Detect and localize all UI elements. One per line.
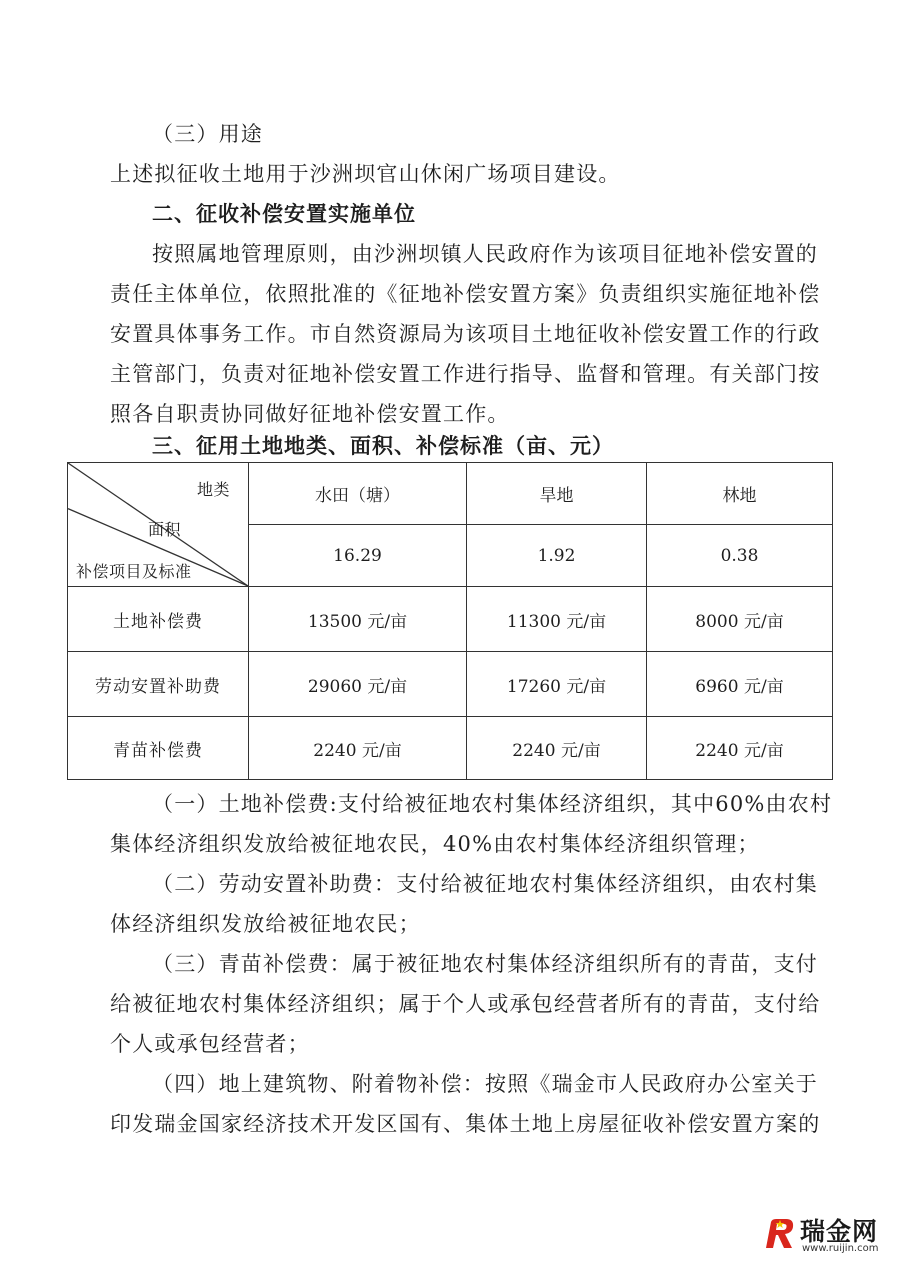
logo-url: www.ruijin.com <box>802 1243 879 1254</box>
paragraph-line: 集体经济组织发放给被征地农民，40%由农村集体经济组织管理； <box>110 832 760 856</box>
area-dryland: 1.92 <box>467 525 647 587</box>
paragraph-line: 体经济组织发放给被征地农民； <box>110 912 421 936</box>
diag-label-land-type: 地类 <box>196 480 230 499</box>
paragraph-line: 按照属地管理原则，由沙洲坝镇人民政府作为该项目征地补偿安置的 <box>152 242 818 266</box>
row-label: 土地补偿费 <box>68 587 249 652</box>
table-cell: 6960 元/亩 <box>647 652 833 717</box>
area-paddy: 16.29 <box>249 525 467 587</box>
table-cell: 2240 元/亩 <box>647 717 833 780</box>
compensation-table <box>67 462 833 780</box>
paragraph-line: 个人或承包经营者； <box>110 1032 310 1056</box>
diag-label-area: 面积 <box>148 520 182 539</box>
area-forest: 0.38 <box>647 525 833 587</box>
paragraph-use: 上述拟征收土地用于沙洲坝官山休闲广场项目建设。 <box>110 162 621 186</box>
table-cell: 2240 元/亩 <box>249 717 467 780</box>
table-cell: 13500 元/亩 <box>249 587 467 652</box>
paragraph-line: 印发瑞金国家经济技术开发区国有、集体土地上房屋征收补偿安置方案的 <box>110 1112 821 1136</box>
table-row <box>68 717 833 780</box>
paragraph-line: （二）劳动安置补助费：支付给被征地农村集体经济组织，由农村集 <box>152 872 818 896</box>
paragraph-line: 主管部门，负责对征地补偿安置工作进行指导、监督和管理。有关部门按 <box>110 362 821 386</box>
paragraph-line: （三）青苗补偿费：属于被征地农村集体经济组织所有的青苗，支付 <box>152 952 818 976</box>
table-header-diagonal-cell <box>68 463 249 587</box>
paragraph-line: 安置具体事务工作。市自然资源局为该项目土地征收补偿安置工作的行政 <box>110 322 821 346</box>
paragraph-line: 给被征地农村集体经济组织；属于个人或承包经营者所有的青苗，支付给 <box>110 992 821 1016</box>
paragraph-line: 照各自职责协同做好征地补偿安置工作。 <box>110 402 510 426</box>
table-cell: 2240 元/亩 <box>467 717 647 780</box>
table-cell: 8000 元/亩 <box>647 587 833 652</box>
section-3-heading: 三、征用土地地类、面积、补偿标准（亩、元） <box>152 434 614 458</box>
section-2-heading: 二、征收补偿安置实施单位 <box>152 202 416 226</box>
row-label: 青苗补偿费 <box>68 717 249 780</box>
ruijin-logo-icon <box>762 1216 798 1252</box>
paragraph-line: （四）地上建筑物、附着物补偿：按照《瑞金市人民政府办公室关于 <box>152 1072 818 1096</box>
column-header-forest: 林地 <box>647 463 833 525</box>
table-row <box>68 652 833 717</box>
table-cell: 11300 元/亩 <box>467 587 647 652</box>
site-logo[interactable] <box>762 1212 890 1262</box>
section-use-heading: （三）用途 <box>152 122 263 146</box>
table-cell: 17260 元/亩 <box>467 652 647 717</box>
row-label: 劳动安置补助费 <box>68 652 249 717</box>
column-header-dryland: 旱地 <box>467 463 647 525</box>
column-header-paddy: 水田（塘） <box>249 463 467 525</box>
table-cell: 29060 元/亩 <box>249 652 467 717</box>
table-row <box>68 587 833 652</box>
paragraph-line: （一）土地补偿费:支付给被征地农村集体经济组织，其中60%由农村 <box>152 792 833 816</box>
logo-name: 瑞金网 <box>800 1217 879 1246</box>
diag-label-compensation-item: 补偿项目及标准 <box>76 562 192 581</box>
paragraph-line: 责任主体单位，依照批准的《征地补偿安置方案》负责组织实施征地补偿 <box>110 282 821 306</box>
